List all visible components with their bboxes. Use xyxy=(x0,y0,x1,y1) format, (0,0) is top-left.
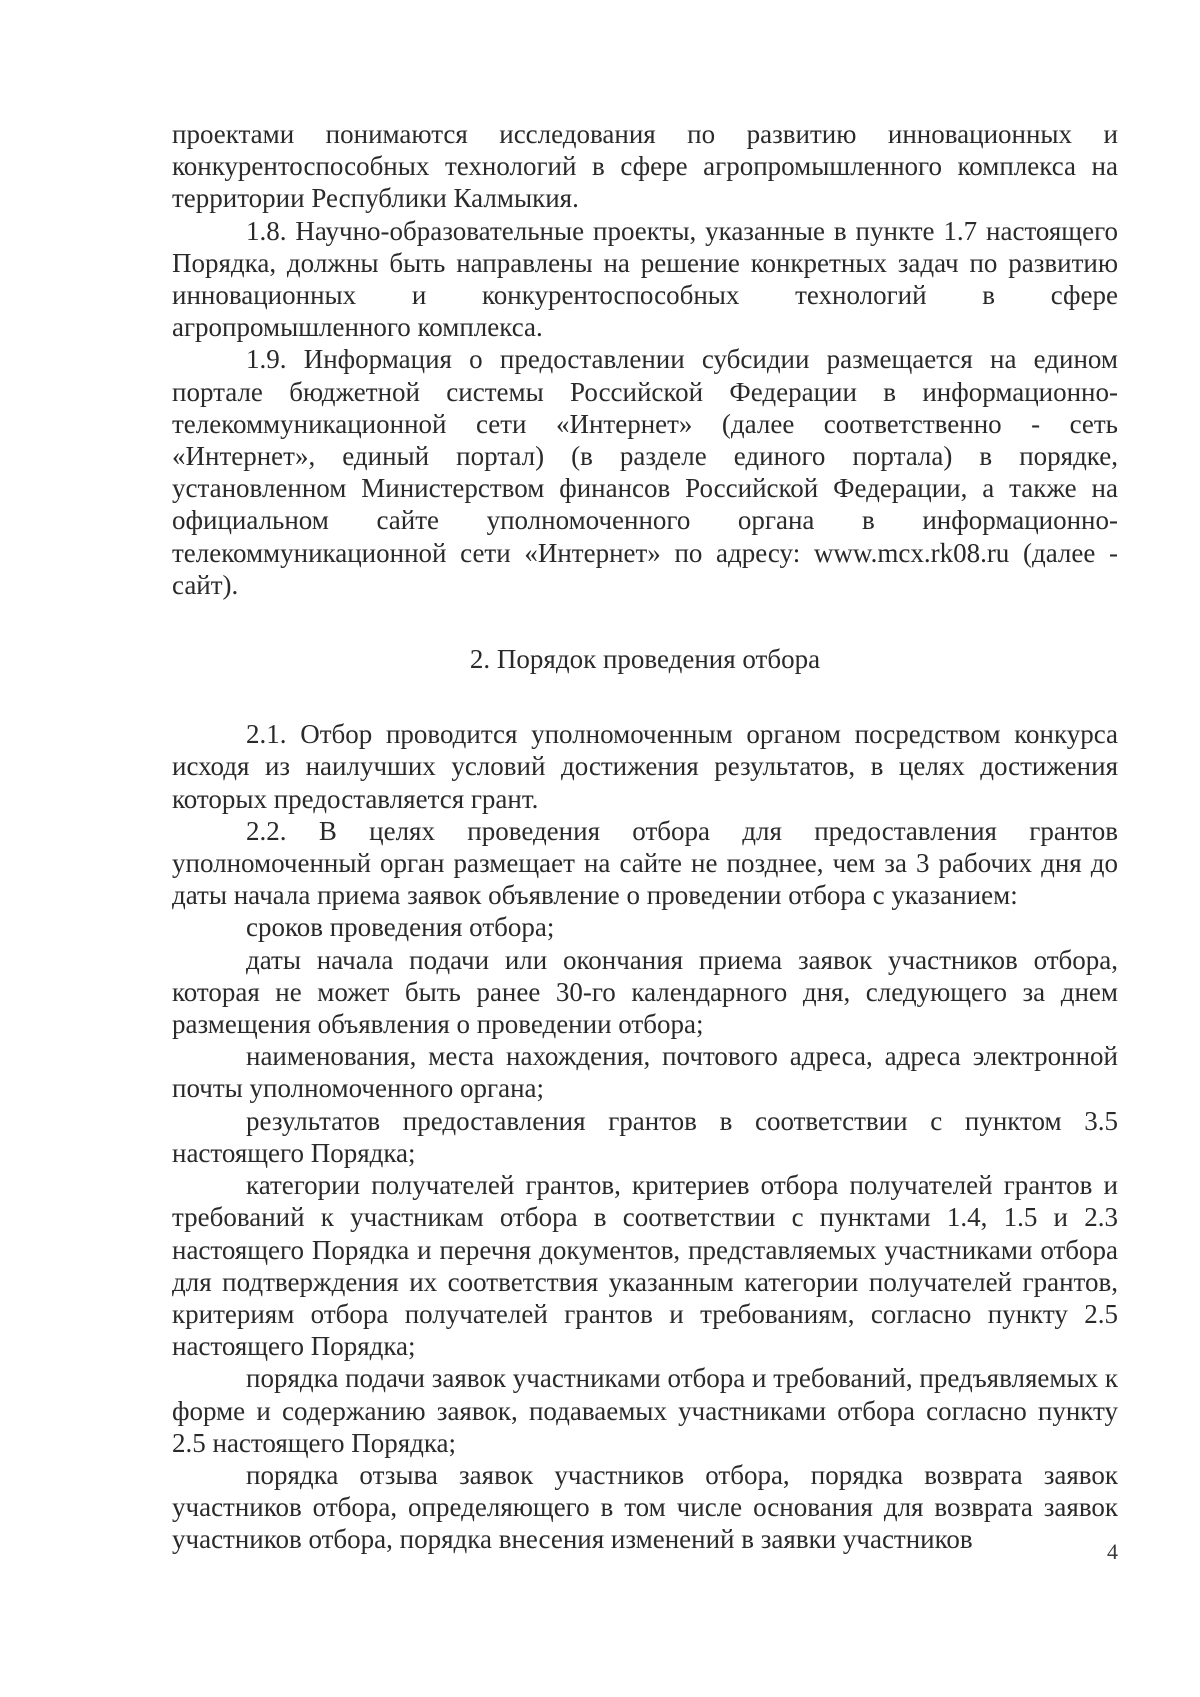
paragraph-2-2: 2.2. В целях проведения отбора для предоставления грантов уполномоченный орган размещает на сайте не позднее, чем за 3 рабочих дня до даты начала приема заявок объявление о проведении отбора с указанием: xyxy=(172,815,1118,911)
paragraph-1-9: 1.9. Информация о предоставлении субсидии размещается на едином портале бюджетной системы Российской Федерации в информационно-телекоммуникационной сети «Интернет» (далее соответственно - сеть «Интернет», единый портал) (в разделе единого портала) в порядке, установленном Министерством финансов Российской Федерации, а также на официальном сайте уполномоченного органа в информационно-телекоммуникационной сети «Интернет» по адресу: www.mcx.rk08.ru (далее - сайт). xyxy=(172,344,1118,600)
list-item-name-address: наименования, места нахождения, почтового адреса, адреса электронной почты уполномоченного органа; xyxy=(172,1041,1118,1104)
page-number: 4 xyxy=(1107,1539,1118,1564)
list-item-dates: даты начала подачи или окончания приема заявок участников отбора, которая не может быть ранее 30-го календарного дня, следующего за днем размещения объявления о проведении отбора; xyxy=(172,944,1118,1040)
paragraph-continued: проектами понимаются исследования по развитию инновационных и конкурентоспособных технологий в сфере агропромышленного комплекса на территории Республики Калмыкия. xyxy=(172,119,1118,214)
document-body xyxy=(172,118,1118,1556)
section-heading: 2. Порядок проведения отбора xyxy=(469,644,821,675)
list-item-withdrawal-order: порядка отзыва заявок участников отбора, порядка возврата заявок участников отбора, определяющего в том числе основания для возврата заявок участников отбора, порядка внесения изменений в заявки участников xyxy=(172,1459,1118,1555)
list-item-results: результатов предоставления грантов в соответствии с пунктом 3.5 настоящего Порядка; xyxy=(172,1105,1118,1168)
list-item-terms: сроков проведения отбора; xyxy=(246,912,555,943)
paragraph-1-8: 1.8. Научно-образовательные проекты, указанные в пункте 1.7 настоящего Порядка, должны быть направлены на решение конкретных задач по развитию инновационных и конкурентоспособных технологий в сфере агропромышленного комплекса. xyxy=(172,215,1118,343)
paragraph-2-1: 2.1. Отбор проводится уполномоченным органом посредством конкурса исходя из наилучших условий достижения результатов, в целях достижения которых предоставляется грант. xyxy=(172,719,1118,814)
list-item-submission-order: порядка подачи заявок участниками отбора и требований, предъявляемых к форме и содержанию заявок, подаваемых участниками отбора согласно пункту 2.5 настоящего Порядка; xyxy=(172,1363,1118,1458)
list-item-categories: категории получателей грантов, критериев отбора получателей грантов и требований к участникам отбора в соответствии с пунктами 1.4, 1.5 и 2.3 настоящего Порядка и перечня документов, представляемых участниками отбора для подтверждения их соответствия указанным категории получателей грантов, критериям отбора получателей грантов и требованиям, согласно пункту 2.5 настоящего Порядка; xyxy=(172,1170,1118,1362)
